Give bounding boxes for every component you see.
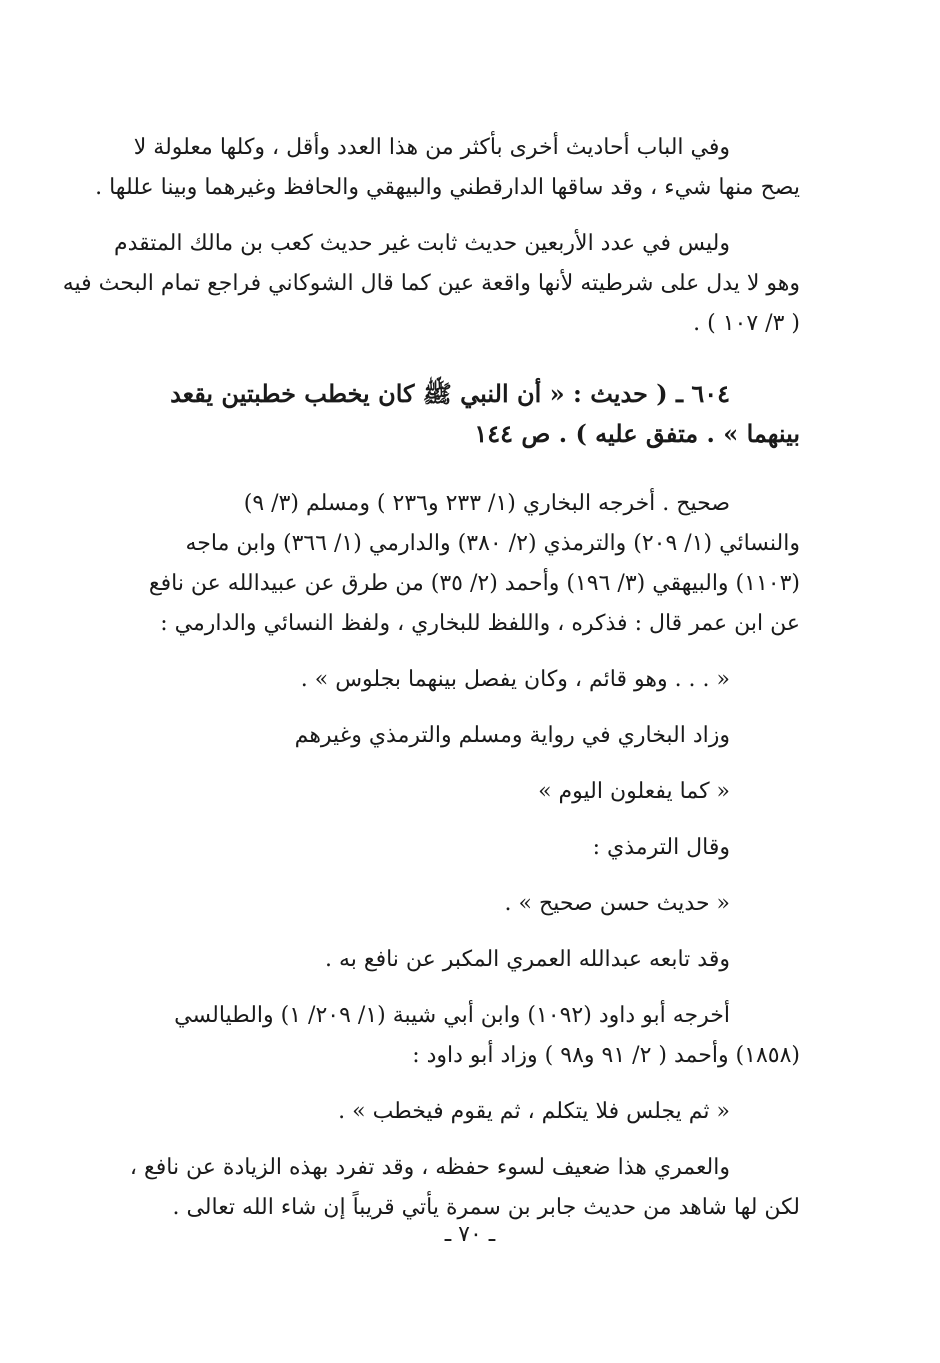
paragraph-other-hadiths bbox=[95, 128, 800, 208]
text-line: عن ابن عمر قال : فذكره ، واللفظ للبخاري ، ولفظ النسائي والدارمي : bbox=[160, 611, 800, 636]
text-line: لكن لها شاهد من حديث جابر بن سمرة يأتي قريباً إن شاء الله تعالى . bbox=[172, 1195, 800, 1220]
text-line: وزاد البخاري في رواية ومسلم والترمذي وغيرهم bbox=[294, 723, 730, 748]
heading-line: ٦٠٤ ـ ( حديث : « أن النبي ﷺ كان يخطب خطبتين يقعد bbox=[170, 379, 730, 408]
text-line: (١٨٥٨) وأحمد ( ٢/ ٩١ و٩٨ ) وزاد أبو داود : bbox=[412, 1043, 800, 1068]
hadith-heading bbox=[100, 374, 800, 454]
page-number: ـ ٧٠ ـ bbox=[444, 1222, 496, 1247]
paragraph-abu-dawud bbox=[100, 996, 800, 1076]
text-line: (١١٠٣) والبيهقي (٣/ ١٩٦) وأحمد (٢/ ٣٥) من طرق عن عبيدالله عن نافع bbox=[148, 571, 800, 596]
quote-text: « حديث حسن صحيح » . bbox=[504, 891, 730, 916]
quote-text: « ثم يجلس فلا يتكلم ، ثم يقوم فيخطب » . bbox=[338, 1099, 730, 1124]
text-line: وقد تابعه عبدالله العمري المكبر عن نافع به . bbox=[324, 947, 730, 972]
text-line: والعمري هذا ضعيف لسوء حفظه ، وقد تفرد بهذه الزيادة عن نافع ، bbox=[129, 1155, 730, 1180]
text-line: والنسائي (١/ ٢٠٩) والترمذي (٢/ ٣٨٠) والدارمي (١/ ٣٦٦) وابن ماجه bbox=[185, 531, 800, 556]
text-line: أخرجه أبو داود (١٠٩٢) وابن أبي شيبة (١/ ٢٠٩/ ١) والطيالسي bbox=[174, 1003, 730, 1028]
page-body bbox=[62, 128, 800, 1228]
quote-text: « كما يفعلون اليوم » bbox=[538, 779, 730, 804]
heading-line: بينهما » . متفق عليه ) . ص ١٤٤ bbox=[474, 419, 800, 448]
paragraph-forty-count bbox=[62, 224, 800, 344]
text-line: وفي الباب أحاديث أخرى بأكثر من هذا العدد وأقل ، وكلها معلولة لا bbox=[133, 135, 730, 160]
paragraph-umari-weak bbox=[100, 1148, 800, 1228]
text-line: صحيح . أخرجه البخاري (١/ ٢٣٣ و٢٣٦ ) ومسلم (٣/ ٩) bbox=[243, 491, 730, 516]
text-line: يصح منها شيء ، وقد ساقها الدارقطني والبيهقي والحافظ وغيرهما وبينا عللها . bbox=[95, 175, 800, 200]
quote-text: « . . . وهو قائم ، وكان يفصل بينهما بجلوس » . bbox=[300, 667, 730, 692]
text-line: ( ٣/ ١٠٧ ) . bbox=[693, 311, 800, 336]
text-line: وهو لا يدل على شرطيته لأنها واقعة عين كما قال الشوكاني فراجع تمام البحث فيه bbox=[62, 271, 800, 296]
paragraph-takhrij bbox=[100, 484, 800, 644]
text-line: وليس في عدد الأربعين حديث ثابت غير حديث كعب بن مالك المتقدم bbox=[113, 231, 730, 256]
text-line: وقال الترمذي : bbox=[592, 835, 730, 860]
